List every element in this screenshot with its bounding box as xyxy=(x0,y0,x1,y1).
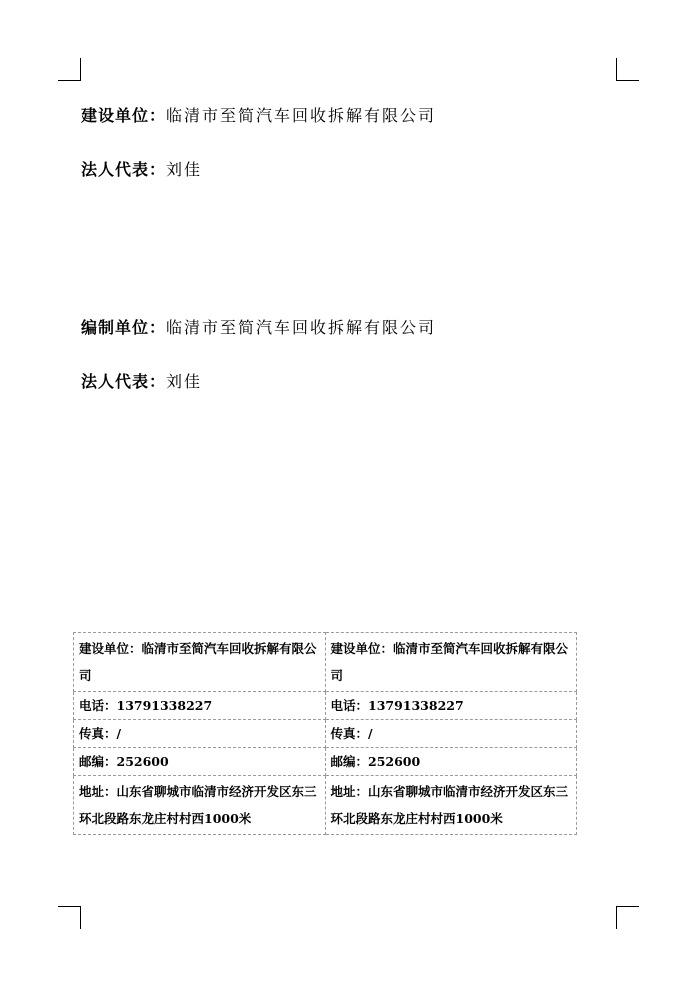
table-row-address xyxy=(74,776,577,835)
right-phone-cell: 电话：13791338227 xyxy=(325,692,577,720)
left-unit-cell: 建设单位：临清市至简汽车回收拆解有限公司 xyxy=(74,633,326,692)
right-postcode-cell: 邮编：252600 xyxy=(325,748,577,776)
legal-representative-line-1 xyxy=(81,160,202,180)
legal-representative-line-2 xyxy=(81,372,202,392)
legal-representative-value-2: 刘佳 xyxy=(166,372,203,391)
legal-representative-label-1: 法人代表： xyxy=(81,160,167,179)
legal-representative-label-2: 法人代表： xyxy=(81,372,167,391)
compiler-unit-value: 临清市至简汽车回收拆解有限公司 xyxy=(166,318,437,337)
crop-mark-bottom-left xyxy=(58,906,81,929)
table-row-postcode xyxy=(74,748,577,776)
left-fax-cell: 传真：/ xyxy=(74,720,326,748)
legal-representative-value-1: 刘佳 xyxy=(166,160,203,179)
right-unit-cell: 建设单位：临清市至简汽车回收拆解有限公司 xyxy=(325,633,577,692)
contact-info-table xyxy=(73,632,577,835)
construction-unit-label: 建设单位： xyxy=(81,106,167,125)
compiler-unit-label: 编制单位： xyxy=(81,318,167,337)
crop-mark-top-left xyxy=(58,58,81,81)
crop-mark-bottom-right xyxy=(616,906,639,929)
left-postcode-cell: 邮编：252600 xyxy=(74,748,326,776)
table-row-unit xyxy=(74,633,577,692)
construction-unit-value: 临清市至简汽车回收拆解有限公司 xyxy=(166,106,437,125)
right-address-cell: 地址：山东省聊城市临清市经济开发区东三环北段路东龙庄村村西1000米 xyxy=(325,776,577,835)
left-phone-cell: 电话：13791338227 xyxy=(74,692,326,720)
table-row-phone xyxy=(74,692,577,720)
crop-mark-top-right xyxy=(616,58,639,81)
compiler-unit-line xyxy=(81,318,436,338)
right-fax-cell: 传真：/ xyxy=(325,720,577,748)
construction-unit-line xyxy=(81,106,436,126)
left-address-cell: 地址：山东省聊城市临清市经济开发区东三环北段路东龙庄村村西1000米 xyxy=(74,776,326,835)
table-row-fax xyxy=(74,720,577,748)
